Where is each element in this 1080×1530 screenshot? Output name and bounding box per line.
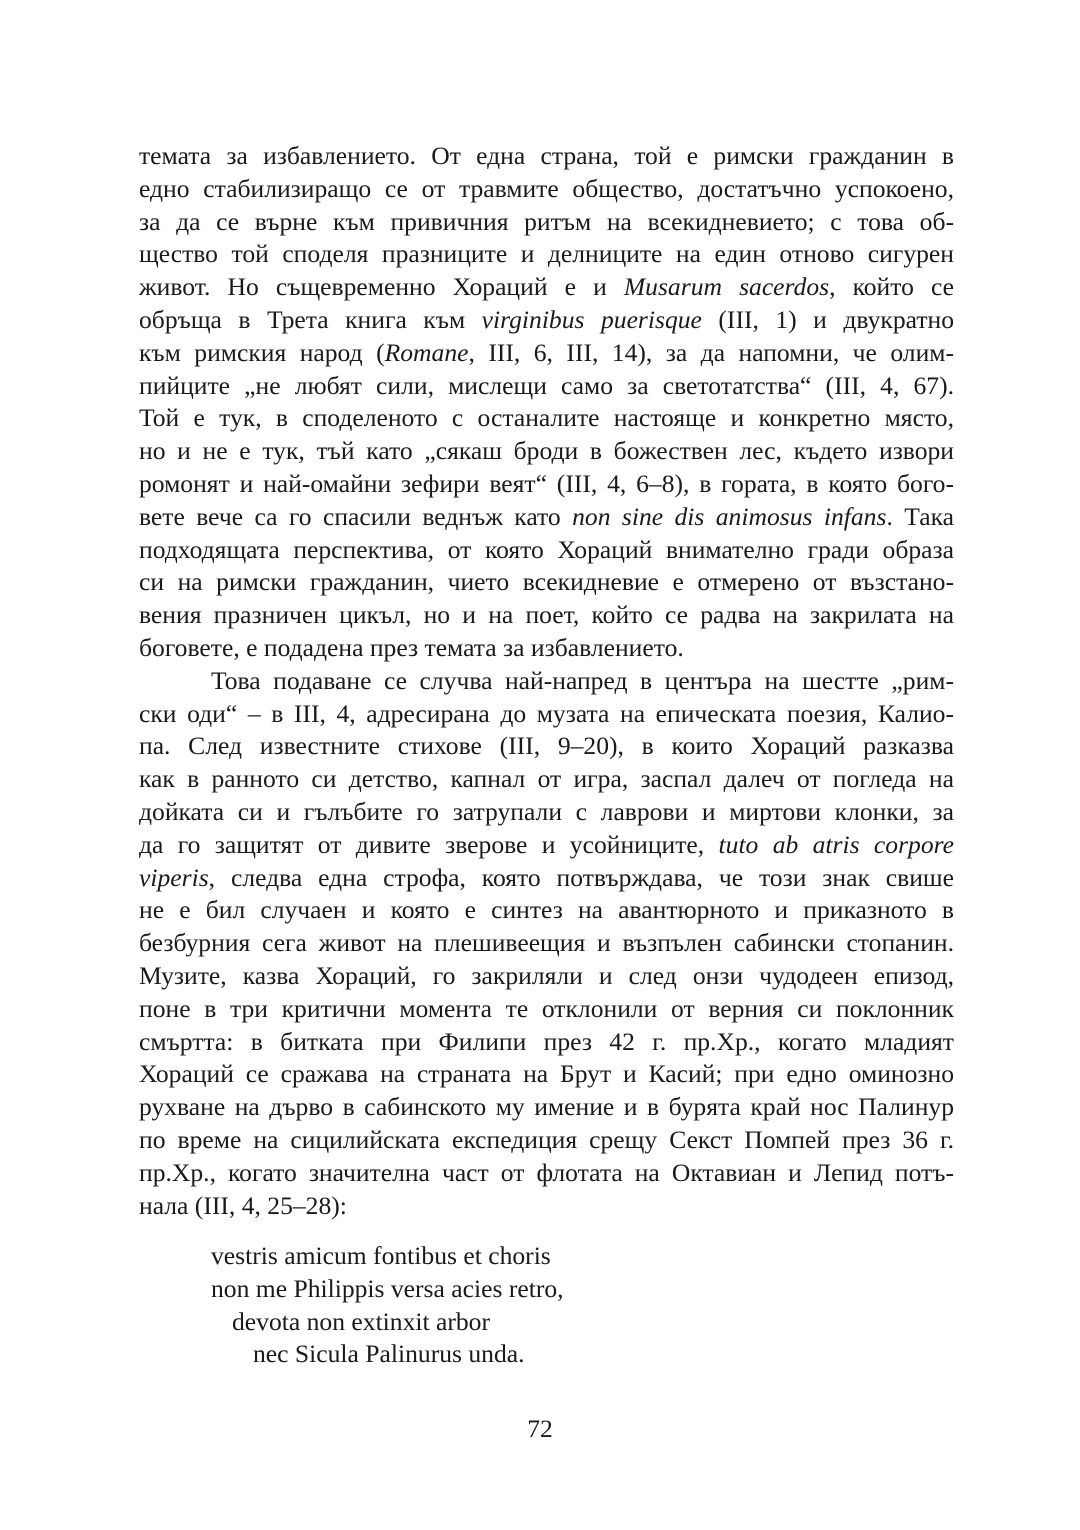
text-line: ромонят и най-омайни зефири веят“ (III, 4, 6–8), в гората, в която бого- bbox=[139, 468, 954, 498]
paragraph-1 bbox=[139, 140, 954, 665]
text-line bbox=[139, 271, 954, 304]
italic-latin-phrase: tuto ab atris corpore bbox=[718, 829, 954, 859]
text-line: безбурния сега живот на плешивеещия и възпълен сабински стопанин. bbox=[139, 928, 954, 958]
text-line: Хораций се сражава на страната на Брут и Касий; при едно оминозно bbox=[139, 1059, 954, 1089]
page-number: 72 bbox=[527, 1414, 553, 1443]
text-line: боговете, е подадена през темата за избавлението. bbox=[139, 632, 684, 662]
verse-line: devota non extinxit arbor bbox=[232, 1306, 490, 1336]
text-line: вения празничен цикъл, но и на поет, който се радва на закрилата на bbox=[139, 600, 954, 630]
text-line: но и не е тук, тъй като „сякаш броди в божествен лес, където извори bbox=[139, 436, 954, 466]
verse-line: vestris amicum fontibus et choris bbox=[211, 1241, 551, 1270]
text-line: как в ранното си детство, капнал от игра, заспал далеч от погледа на bbox=[139, 764, 954, 794]
text-line: Музите, казва Хораций, го закриляли и след онзи чудодеен епизод, bbox=[139, 960, 954, 990]
text-line: нала (III, 4, 25–28): bbox=[139, 1190, 347, 1220]
text-segment: да го защитят от дивите зверове и усойниците, bbox=[139, 829, 719, 859]
text-segment: , който се bbox=[829, 272, 954, 302]
italic-latin-phrase: non sine dis animosus infans bbox=[572, 501, 887, 531]
text-line: смъртта: в битката при Филипи през 42 г. пр.Хр., когато младият bbox=[139, 1026, 954, 1056]
text-line bbox=[139, 501, 954, 534]
text-line: пр.Хр., когато значителна част от флотата на Октавиан и Лепид потъ- bbox=[139, 1157, 954, 1187]
text-line: едно стабилизиращо се от травмите общество, достатъчно успокоено, bbox=[139, 173, 954, 203]
text-line: Той е тук, в споделеното с останалите настояще и конкретно място, bbox=[139, 403, 954, 433]
text-segment: обръща в Трета книга към bbox=[139, 304, 482, 334]
text-line: не е бил случаен и която е синтез на авантюрното и приказното в bbox=[139, 895, 954, 925]
text-segment: . Така bbox=[886, 501, 954, 531]
text-line: Това подаване се случва най-напред в центъра на шестте „рим- bbox=[211, 665, 954, 695]
verse-line: nec Sicula Palinurus unda. bbox=[253, 1339, 525, 1369]
italic-latin-phrase: viperis bbox=[139, 862, 209, 892]
text-segment: към римския народ ( bbox=[139, 337, 385, 367]
text-line: ски оди“ – в III, 4, адресирана до музата на епическата поезия, Калио- bbox=[139, 698, 954, 728]
text-segment: (III, 1) и двукратно bbox=[701, 304, 954, 334]
text-line: щество той споделя празниците и делниците на един отново сигурен bbox=[139, 239, 954, 269]
text-line: па. След известните стихове (III, 9–20), в които Хораций разказва bbox=[139, 731, 954, 761]
text-line: подходящата перспектива, от която Хораций внимателно гради образа bbox=[139, 534, 954, 564]
latin-verse-quote bbox=[211, 1240, 564, 1371]
text-segment: , III, 6, III, 14), за да напомни, че олим- bbox=[468, 337, 954, 367]
text-line: темата за избавлението. От една страна, той е римски гражданин в bbox=[139, 141, 954, 170]
text-segment: , следва една строфа, която потвърждава, че този знак свише bbox=[208, 862, 954, 892]
text-line: дойката си и гълъбите го затрупали с лаврови и миртови клонки, за bbox=[139, 796, 954, 826]
verse-line: non me Philippis versa acies retro, bbox=[211, 1273, 564, 1303]
text-line: по време на сицилийската експедиция срещу Секст Помпей през 36 г. bbox=[139, 1124, 954, 1154]
text-line: си на римски гражданин, чието всекидневие е отмерено от възстано- bbox=[139, 567, 954, 597]
paragraph-2 bbox=[139, 665, 954, 1223]
text-line bbox=[139, 304, 954, 337]
text-line: рухване на дърво в сабинското му имение и в бурята край нос Палинур bbox=[139, 1092, 954, 1122]
text-line bbox=[139, 862, 954, 895]
italic-latin-phrase: Musarum sacerdos bbox=[623, 272, 830, 302]
text-segment: живот. Но същевременно Хораций е и bbox=[139, 272, 624, 302]
text-line: пийците „не любят сили, мислещи само за светотатства“ (III, 4, 67). bbox=[139, 370, 954, 400]
italic-latin-phrase: Romane bbox=[384, 337, 469, 367]
text-line bbox=[139, 337, 954, 370]
body-text bbox=[139, 140, 954, 1222]
text-line: поне в три критични момента те отклонили от верния си поклонник bbox=[139, 993, 954, 1023]
text-line bbox=[139, 829, 954, 862]
text-line: за да се върне към привичния ритъм на всекидневието; с това об- bbox=[139, 206, 954, 236]
text-segment: вете вече са го спасили веднъж като bbox=[139, 501, 573, 531]
italic-latin-phrase: virginibus puerisque bbox=[481, 304, 702, 334]
